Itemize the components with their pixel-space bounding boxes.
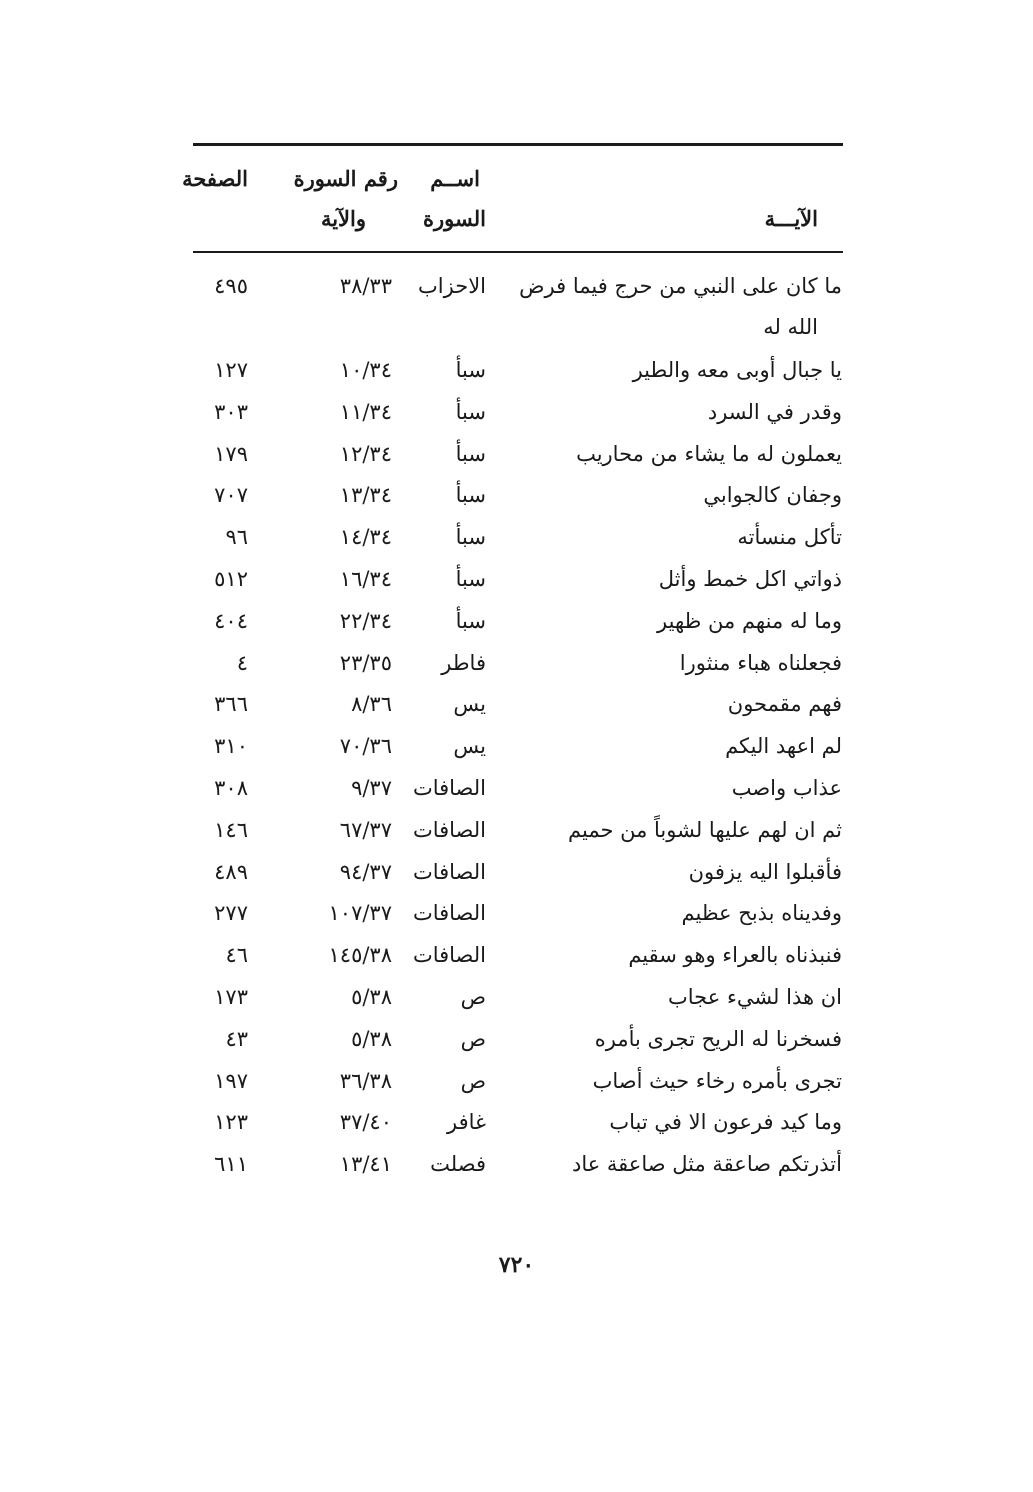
surah-ayah-number: ٩/٣٧ — [351, 775, 392, 800]
surah-ayah-number: ١٢/٣٤ — [339, 441, 392, 466]
surah-ayah-number: ٥/٣٨ — [351, 984, 392, 1009]
ayah-text: وقدر في السرد — [707, 399, 842, 424]
page-ref: ٢٧٧ — [214, 901, 248, 926]
table-row — [0, 1063, 1033, 1105]
table-row — [0, 477, 1033, 519]
surah-name: غافر — [446, 1110, 486, 1135]
table-row — [0, 812, 1033, 854]
surah-name: الاحزاب — [418, 274, 486, 298]
table-row — [0, 436, 1033, 478]
surah-ayah-number: ١٠/٣٤ — [339, 358, 392, 382]
table-row — [0, 394, 1033, 436]
header-page: الصفحة — [182, 166, 248, 191]
surah-name: سبأ — [455, 608, 486, 633]
header-surah-line2: السورة — [423, 206, 486, 231]
page-ref: ٧٠٧ — [214, 483, 248, 508]
page-ref: ١٤٦ — [214, 817, 248, 842]
surah-name: الصافات — [412, 901, 486, 926]
surah-ayah-number: ٨/٣٦ — [351, 692, 392, 717]
table-row — [0, 979, 1033, 1021]
surah-ayah-number: ٥/٣٨ — [351, 1026, 392, 1051]
surah-ayah-number: ٢٢/٣٤ — [339, 608, 392, 633]
table-row — [0, 728, 1033, 770]
ayah-text: وما كيد فرعون الا في تباب — [609, 1110, 842, 1135]
surah-ayah-number: ٢٣/٣٥ — [339, 650, 392, 675]
surah-name: ص — [460, 1026, 486, 1051]
surah-name: سبأ — [455, 566, 486, 591]
page-ref: ٤ — [236, 650, 248, 675]
surah-name: فاطر — [441, 650, 486, 675]
ayah-text: يعملون له ما يشاء من محاريب — [576, 441, 842, 466]
surah-name: سبأ — [455, 399, 486, 424]
surah-ayah-number: ٣٨/٣٣ — [339, 274, 392, 298]
table-row — [0, 686, 1033, 728]
ayah-text: عذاب واصب — [731, 775, 842, 800]
table-row — [0, 770, 1033, 812]
ayah-text: ان هذا لشيء عجاب — [668, 984, 842, 1009]
table-row — [0, 895, 1033, 937]
surah-ayah-number: ٧٠/٣٦ — [339, 734, 392, 759]
ayah-text: وفديناه بذبح عظيم — [681, 901, 842, 926]
header-ayah: الآيـــة — [764, 206, 818, 231]
table-row — [0, 1021, 1033, 1063]
surah-name: سبأ — [455, 441, 486, 466]
page-ref: ٥١٢ — [214, 566, 248, 591]
page-ref: ١٩٧ — [214, 1068, 248, 1093]
ayah-text: وما له منهم من ظهير — [657, 608, 842, 633]
table-row — [0, 854, 1033, 896]
surah-ayah-number: ٣٧/٤٠ — [339, 1110, 392, 1135]
surah-name: الصافات — [412, 775, 486, 800]
ayah-text: تأكل منسأته — [737, 525, 842, 550]
page-ref: ٤٩٥ — [214, 274, 248, 298]
page-number: ٧٢٠ — [498, 1252, 535, 1278]
header-number-line1: رقم السورة — [293, 166, 398, 191]
table-row — [0, 561, 1033, 603]
page-ref: ٣٠٨ — [214, 775, 248, 800]
surah-name: يس — [453, 692, 486, 717]
surah-name: الصافات — [412, 943, 486, 968]
table-row — [0, 937, 1033, 979]
surah-ayah-number: ١٦/٣٤ — [339, 566, 392, 591]
page-ref: ٦١١ — [214, 1152, 248, 1177]
surah-ayah-number: ١٣/٣٤ — [339, 483, 392, 508]
header-rule — [193, 251, 843, 253]
ayah-text: ذواتي اكل خمط وأثل — [658, 566, 842, 591]
table-body — [0, 268, 1033, 1188]
table-row — [0, 352, 1033, 394]
table-row — [0, 1146, 1033, 1188]
ayah-text: يا جبال أوبى معه والطير — [632, 358, 842, 382]
page-ref: ١٢٧ — [214, 358, 248, 382]
surah-ayah-number: ١٣/٤١ — [339, 1152, 392, 1177]
page-ref: ٣٦٦ — [214, 692, 248, 717]
table-header — [0, 0, 1033, 260]
ayah-text: ما كان على النبي من حرج فيما فرض — [519, 274, 842, 298]
header-surah-line1: اســم — [430, 166, 480, 191]
page-ref: ٤٨٩ — [214, 859, 248, 884]
ayah-text: فهم مقمحون — [727, 692, 842, 717]
surah-name: سبأ — [455, 358, 486, 382]
surah-ayah-number: ١٤٥/٣٨ — [328, 943, 392, 968]
surah-ayah-number: ١٠٧/٣٧ — [328, 901, 392, 926]
ayah-text: فسخرنا له الريح تجرى بأمره — [594, 1026, 842, 1051]
page-ref: ١٢٣ — [214, 1110, 248, 1135]
page-ref: ١٧٣ — [214, 984, 248, 1009]
table-row — [0, 268, 1033, 352]
page-ref: ١٧٩ — [214, 441, 248, 466]
ayah-text: أتذرتكم صاعقة مثل صاعقة عاد — [571, 1152, 842, 1177]
ayah-text: فجعلناه هباء منثورا — [679, 650, 842, 675]
ayah-text: فأقبلوا اليه يزفون — [688, 859, 842, 884]
surah-ayah-number: ٩٤/٣٧ — [339, 859, 392, 884]
page-ref: ٤٣ — [225, 1026, 248, 1051]
surah-name: فصلت — [430, 1152, 486, 1177]
page-ref: ٤٦ — [225, 943, 248, 968]
table-row — [0, 519, 1033, 561]
page-ref: ٣١٠ — [214, 734, 248, 759]
surah-name: سبأ — [455, 483, 486, 508]
surah-name: ص — [460, 1068, 486, 1093]
surah-ayah-number: ٦٧/٣٧ — [339, 817, 392, 842]
page-ref: ٩٦ — [225, 525, 248, 550]
surah-name: يس — [453, 734, 486, 759]
surah-ayah-number: ١٤/٣٤ — [339, 525, 392, 550]
surah-name: الصافات — [412, 817, 486, 842]
page-ref: ٣٠٣ — [214, 399, 248, 424]
surah-name: سبأ — [455, 525, 486, 550]
table-row — [0, 1104, 1033, 1146]
ayah-text: تجرى بأمره رخاء حيث أصاب — [592, 1068, 842, 1093]
surah-name: ص — [460, 984, 486, 1009]
header-number-line2: والآية — [320, 206, 366, 231]
ayah-text-continuation: الله له — [763, 315, 818, 339]
surah-ayah-number: ٣٦/٣٨ — [339, 1068, 392, 1093]
ayah-text: ثم ان لهم عليها لشوباً من حميم — [568, 817, 842, 842]
surah-ayah-number: ١١/٣٤ — [339, 399, 392, 424]
ayah-text: فنبذناه بالعراء وهو سقيم — [628, 943, 842, 968]
ayah-text: وجفان كالجوابي — [703, 483, 842, 508]
table-row — [0, 645, 1033, 687]
surah-name: الصافات — [412, 859, 486, 884]
page-ref: ٤٠٤ — [214, 608, 248, 633]
ayah-text: لم اعهد اليكم — [725, 734, 842, 759]
table-row — [0, 603, 1033, 645]
